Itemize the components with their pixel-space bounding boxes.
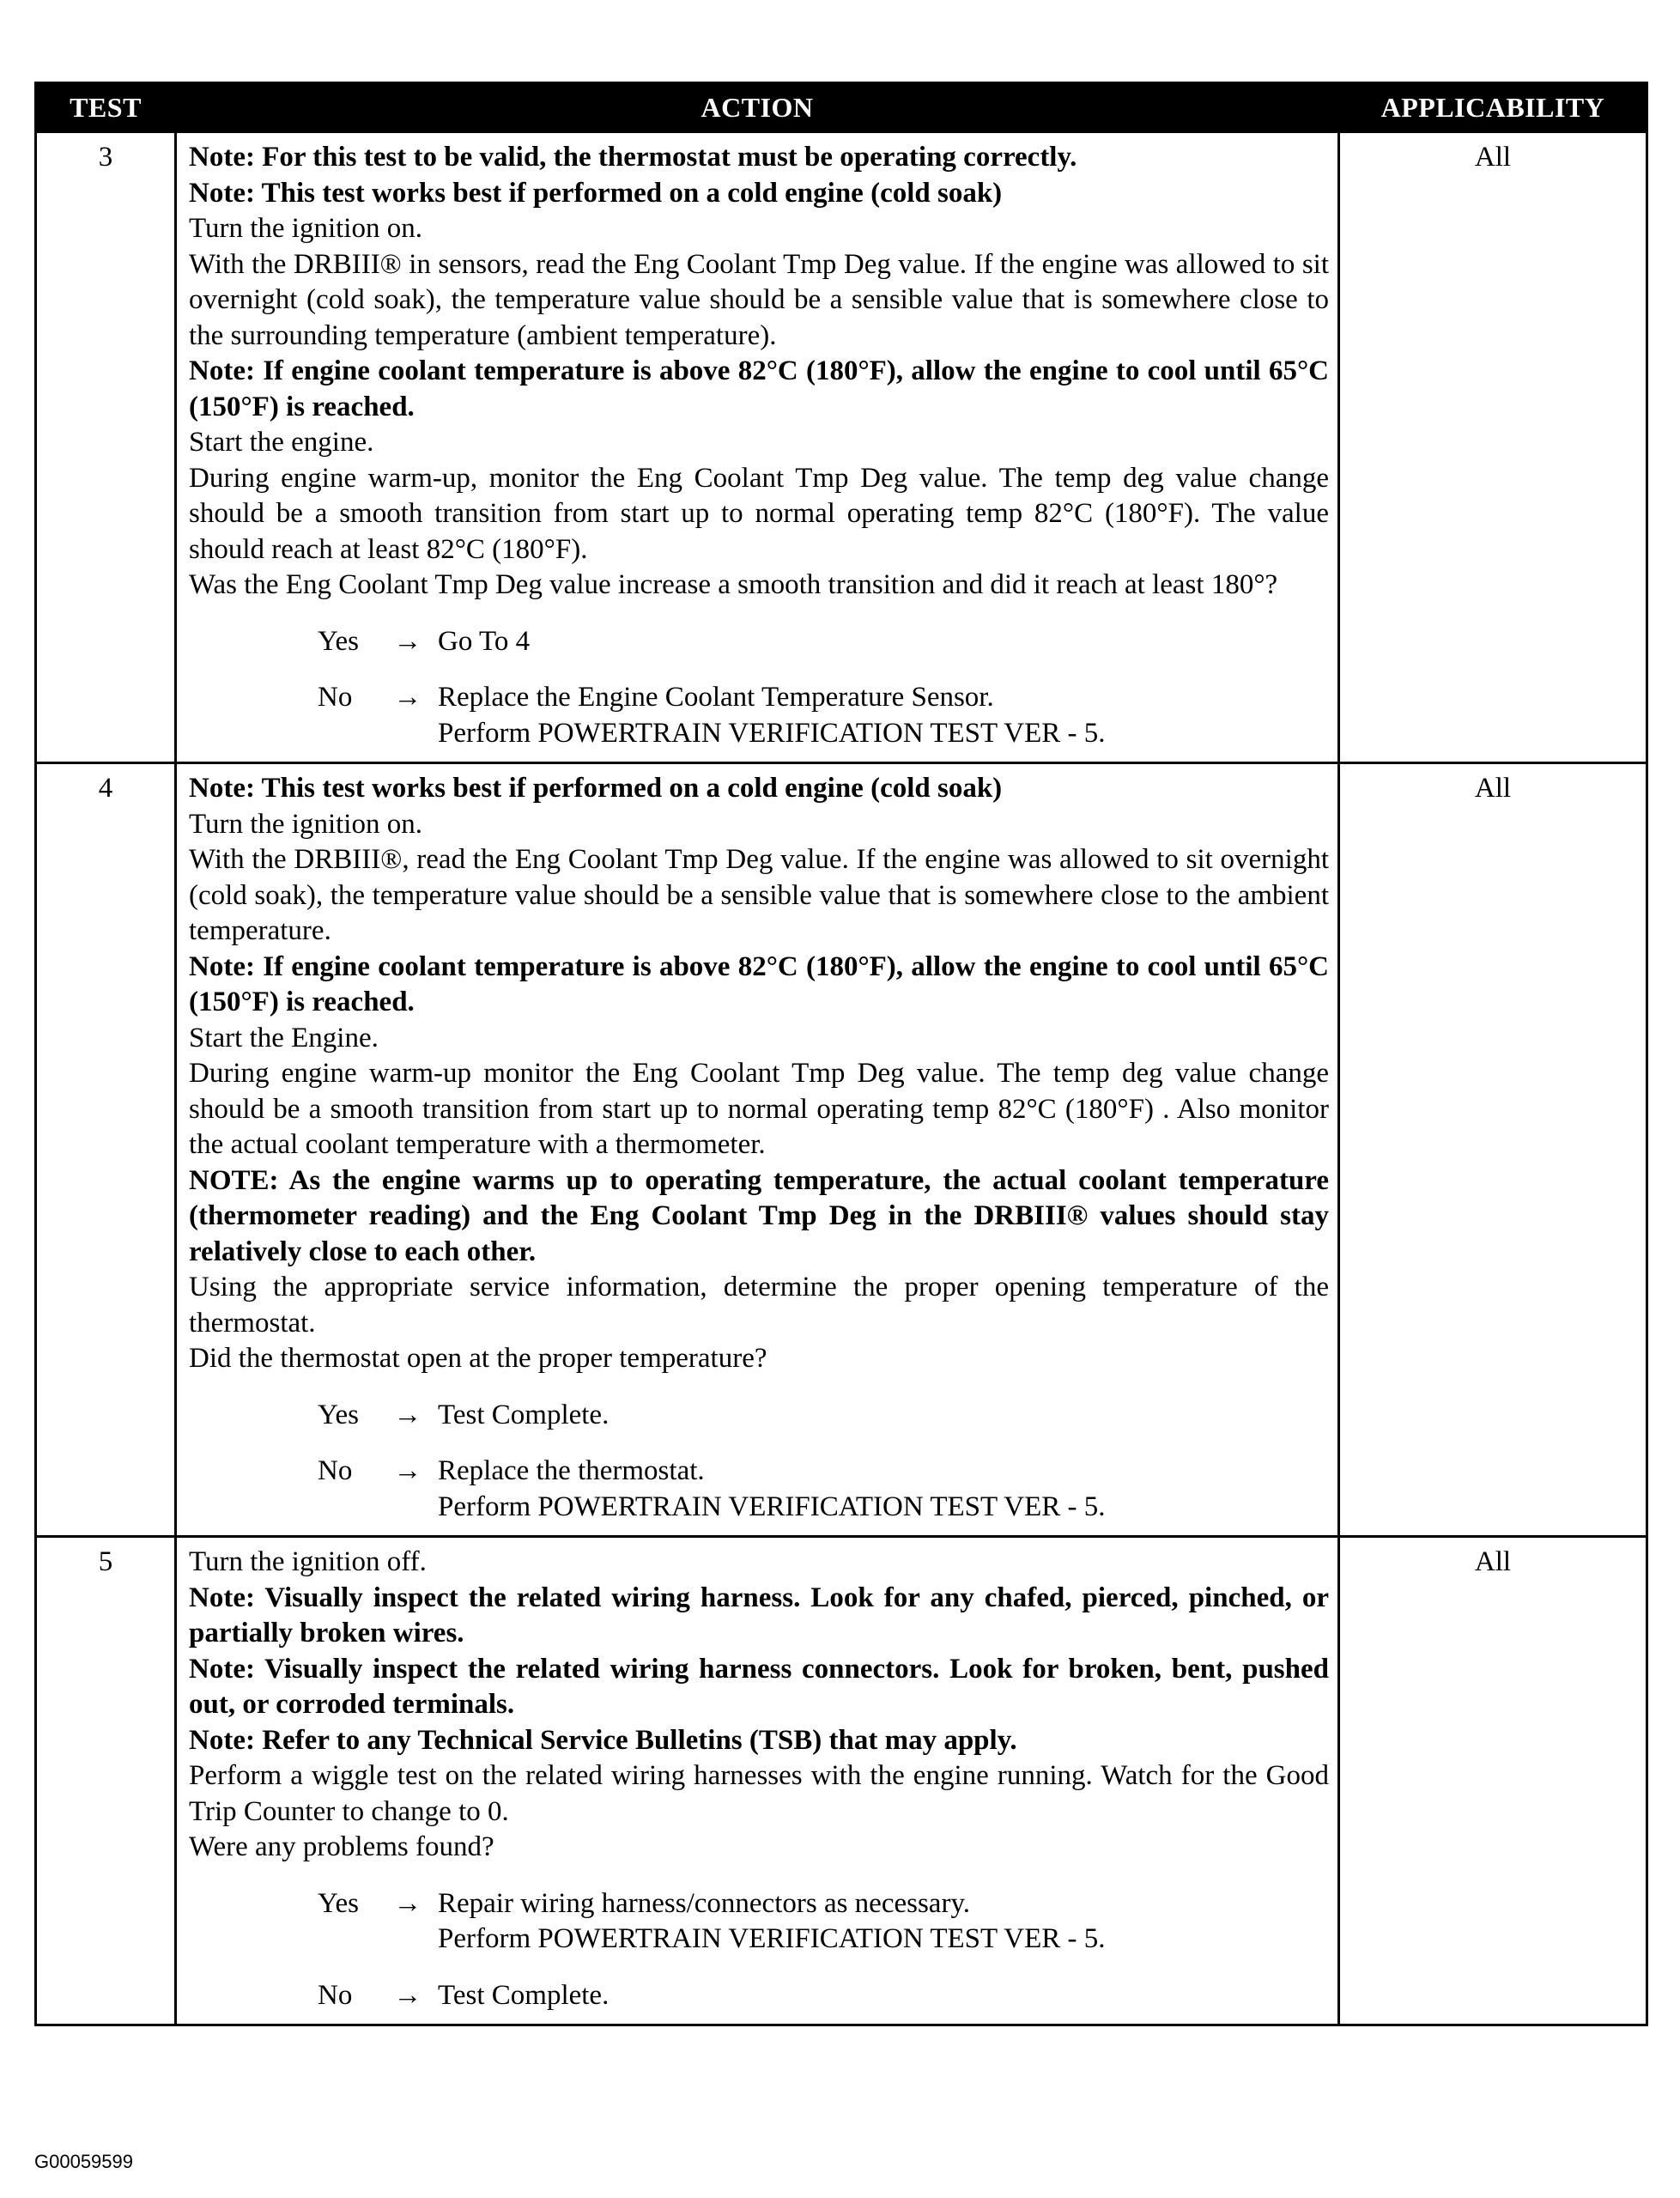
action-step: Note: Visually inspect the related wiring harness. Look for any chafed, pierced, pinched, or partially broken wires. — [189, 1582, 1329, 1648]
action-step: Note: This test works best if performed on a cold engine (cold soak) — [189, 773, 1003, 804]
action-step: Was the Eng Coolant Tmp Deg value increase a smooth transition and did it reach at least 180°? — [189, 569, 1278, 600]
action-step: Turn the ignition on. — [189, 213, 422, 244]
choice-result — [438, 624, 1329, 660]
decision-choice — [318, 1398, 1329, 1434]
action-step: With the DRBIII® in sensors, read the Eng Coolant Tmp Deg value. If the engine was allowed to sit overnight (cold soak), the temperature value should be a sensible value that is somewhere close to the surrounding temperature (ambient temperature). — [189, 248, 1329, 351]
test-number: 3 — [36, 132, 176, 763]
choice-result-line: Perform POWERTRAIN VERIFICATION TEST VER - 5. — [438, 717, 1106, 749]
action-step: Start the engine. — [189, 427, 374, 458]
header-applicability: APPLICABILITY — [1339, 83, 1647, 132]
table-row — [36, 1537, 1647, 2025]
choice-result-line: Test Complete. — [438, 1399, 610, 1430]
decision-choice — [318, 624, 1329, 660]
choice-result — [438, 1398, 1329, 1434]
choice-result-line: Perform POWERTRAIN VERIFICATION TEST VER - 5. — [438, 1491, 1106, 1522]
choice-result — [438, 1978, 1329, 2014]
table-row — [36, 132, 1647, 763]
choice-result-line: Replace the Engine Coolant Temperature Sensor. — [438, 682, 994, 713]
test-applicability: All — [1339, 132, 1647, 763]
decision-choice — [318, 1886, 1329, 1958]
figure-id: G00059599 — [34, 2151, 133, 2172]
arrow-right-icon: → — [393, 682, 422, 713]
choice-label: Yes — [318, 1399, 360, 1430]
choice-result-line: Repair wiring harness/connectors as necessary. — [438, 1887, 971, 1919]
action-step: Note: Visually inspect the related wiring harness connectors. Look for broken, bent, pushed out, or corroded terminals. — [189, 1653, 1329, 1720]
decision-choices — [189, 624, 1329, 752]
choice-result — [438, 680, 1329, 751]
action-step: With the DRBIII®, read the Eng Coolant Tmp Deg value. If the engine was allowed to sit overnight (cold soak), the temperature value should be a sensible value that is somewhere close to the ambient temperature. — [189, 844, 1329, 946]
choice-label: Yes — [318, 1887, 360, 1919]
test-action — [176, 763, 1339, 1537]
decision-choice — [318, 680, 1329, 751]
table-row — [36, 763, 1647, 1537]
choice-result-line: Perform POWERTRAIN VERIFICATION TEST VER - 5. — [438, 1923, 1106, 1954]
action-step: During engine warm-up monitor the Eng Coolant Tmp Deg value. The temp deg value change should be a smooth transition from start up to normal operating temp 82°C (180°F) . Also monitor the actual coolant temperature with a thermometer. — [189, 1058, 1329, 1160]
action-step: Turn the ignition off. — [189, 1546, 427, 1577]
choice-label: Yes — [318, 625, 360, 657]
choice-label: No — [318, 1455, 353, 1486]
choice-label: No — [318, 682, 353, 713]
action-step: Did the thermostat open at the proper temperature? — [189, 1343, 767, 1374]
test-applicability: All — [1339, 1537, 1647, 2025]
test-number: 5 — [36, 1537, 176, 2025]
decision-choice — [318, 1454, 1329, 1525]
action-step: Were any problems found? — [189, 1831, 494, 1862]
action-step: NOTE: As the engine warms up to operating temperature, the actual coolant temperature (thermometer reading) and the Eng Coolant Tmp Deg in the DRBIII® values should stay relatively close to each other. — [189, 1164, 1329, 1267]
test-action — [176, 1537, 1339, 2025]
choice-result-line: Replace the thermostat. — [438, 1455, 705, 1486]
choice-result-line: Test Complete. — [438, 1979, 610, 2011]
action-step: During engine warm-up, monitor the Eng Coolant Tmp Deg value. The temp deg value change should be a smooth transition from start up to normal operating temp 82°C (180°F). The value should reach at least 82°C (180°F). — [189, 462, 1329, 565]
action-step: Note: If engine coolant temperature is above 82°C (180°F), allow the engine to cool until 65°C (150°F) is reached. — [189, 950, 1329, 1017]
arrow-right-icon: → — [393, 1979, 422, 2011]
arrow-right-icon: → — [393, 1455, 422, 1486]
action-step: Perform a wiggle test on the related wiring harnesses with the engine running. Watch for the Good Trip Counter to change to 0. — [189, 1760, 1329, 1827]
action-step: Note: If engine coolant temperature is above 82°C (180°F), allow the engine to cool until 65°C (150°F) is reached. — [189, 355, 1329, 422]
action-step: Turn the ignition on. — [189, 808, 422, 840]
header-test: TEST — [36, 83, 176, 132]
action-step: Note: Refer to any Technical Service Bulletins (TSB) that may apply. — [189, 1724, 1017, 1756]
arrow-right-icon: → — [393, 625, 422, 657]
action-step: Note: For this test to be valid, the thermostat must be operating correctly. — [189, 142, 1077, 173]
action-step: Using the appropriate service information, determine the proper opening temperature of the thermostat. — [189, 1272, 1329, 1339]
table-header-row — [36, 83, 1647, 132]
choice-result — [438, 1454, 1329, 1525]
choice-result-line: Go To 4 — [438, 625, 531, 657]
decision-choice — [318, 1978, 1329, 2014]
diagnostic-test-table — [34, 82, 1648, 2026]
action-step: Note: This test works best if performed on a cold engine (cold soak) — [189, 177, 1003, 209]
header-action: ACTION — [176, 83, 1339, 132]
arrow-right-icon: → — [393, 1887, 422, 1919]
test-number: 4 — [36, 763, 176, 1537]
test-action — [176, 132, 1339, 763]
decision-choices — [189, 1398, 1329, 1526]
arrow-right-icon: → — [393, 1399, 422, 1430]
action-step: Start the Engine. — [189, 1022, 379, 1053]
test-applicability: All — [1339, 763, 1647, 1537]
decision-choices — [189, 1886, 1329, 2014]
choice-label: No — [318, 1979, 353, 2011]
choice-result — [438, 1886, 1329, 1958]
